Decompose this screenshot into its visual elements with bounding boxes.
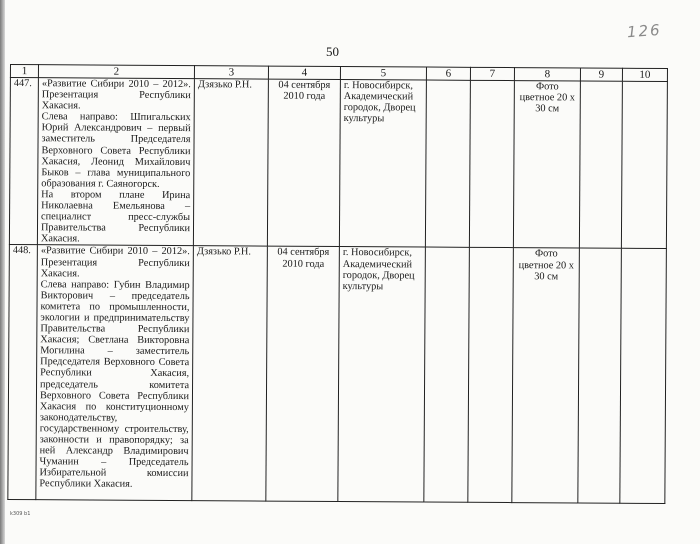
- column-header: 8: [514, 68, 580, 81]
- item-date: 04 сентября 2010 года: [266, 246, 340, 501]
- item-col7: [468, 248, 514, 503]
- item-date: 04 сентября 2010 года: [267, 79, 340, 247]
- item-col10: [621, 81, 667, 249]
- item-description: [37, 78, 194, 246]
- column-header: 7: [470, 67, 514, 80]
- description-body: Слева направо: Губин Владимир Викторович – председатель комитета по промышленности, экологии и предпринимательству Правительства Республики Хакасия; Светлана Викторовна Могилина – заместитель Председателя Верховного Совета Республики Хакасия, председатель комитета Верховного Совета Республики Хакасия по конституционному законодательству, государственному строительству, законности и правопорядку; за ней Александр Владимирович Чуманин – Председатель Избирательной комиссии Республики Хакасия.: [39, 278, 190, 491]
- column-header: 4: [268, 66, 340, 79]
- description-title: «Развитие Сибири 2010 – 2012». Презентация Республики Хакасия.: [41, 78, 191, 112]
- column-header: 3: [194, 66, 268, 79]
- item-col9: [578, 248, 622, 503]
- description-title: «Развитие Сибири 2010 – 2012». Презентация Республики Хакасия.: [40, 245, 190, 280]
- item-description: [36, 245, 194, 501]
- item-format: Фото цветное 20 х 30 см: [513, 81, 580, 249]
- item-col6: [424, 247, 470, 502]
- page-number: 50: [326, 44, 339, 59]
- item-col10: [620, 249, 667, 504]
- item-place: г. Новосибирск, Академический городок, Дворец культуры: [338, 247, 426, 503]
- item-col9: [579, 81, 622, 249]
- item-format: Фото цветное 20 х 30 см: [512, 248, 580, 503]
- column-header: 1: [10, 65, 38, 78]
- item-number: 447.: [9, 78, 38, 246]
- item-col6: [425, 80, 470, 248]
- item-place: г. Новосибирск, Академический городок, Дворец культуры: [339, 80, 426, 248]
- column-header: 9: [580, 68, 622, 81]
- table-row: [9, 78, 667, 249]
- register-table: [7, 64, 668, 504]
- description-extra: На втором плане Ирина Николаевна Емельянова – специалист пресс-службы Правительства Республики Хакасия.: [40, 189, 191, 245]
- column-header: 5: [340, 67, 426, 81]
- handwritten-page-number: 126: [626, 20, 663, 42]
- scan-edge-shadow: [0, 0, 5, 544]
- footer-code: k309 b1: [10, 511, 31, 517]
- item-number: 448.: [8, 245, 38, 500]
- item-author: Дзязько Р.Н.: [192, 246, 268, 501]
- description-body: Слева направо: Шпигальских Юрий Александрович – первый заместитель Председателя Верховного Совета Республики Хакасия, Леонид Михайлович Быков – глава муниципального образования г. Саяногорск.: [41, 111, 191, 190]
- column-header: 10: [622, 68, 667, 81]
- item-author: Дзязько Р.Н.: [193, 79, 268, 247]
- item-col7: [469, 80, 514, 248]
- table-row: [8, 245, 667, 504]
- column-header: 2: [38, 65, 194, 79]
- column-header: 6: [426, 67, 470, 80]
